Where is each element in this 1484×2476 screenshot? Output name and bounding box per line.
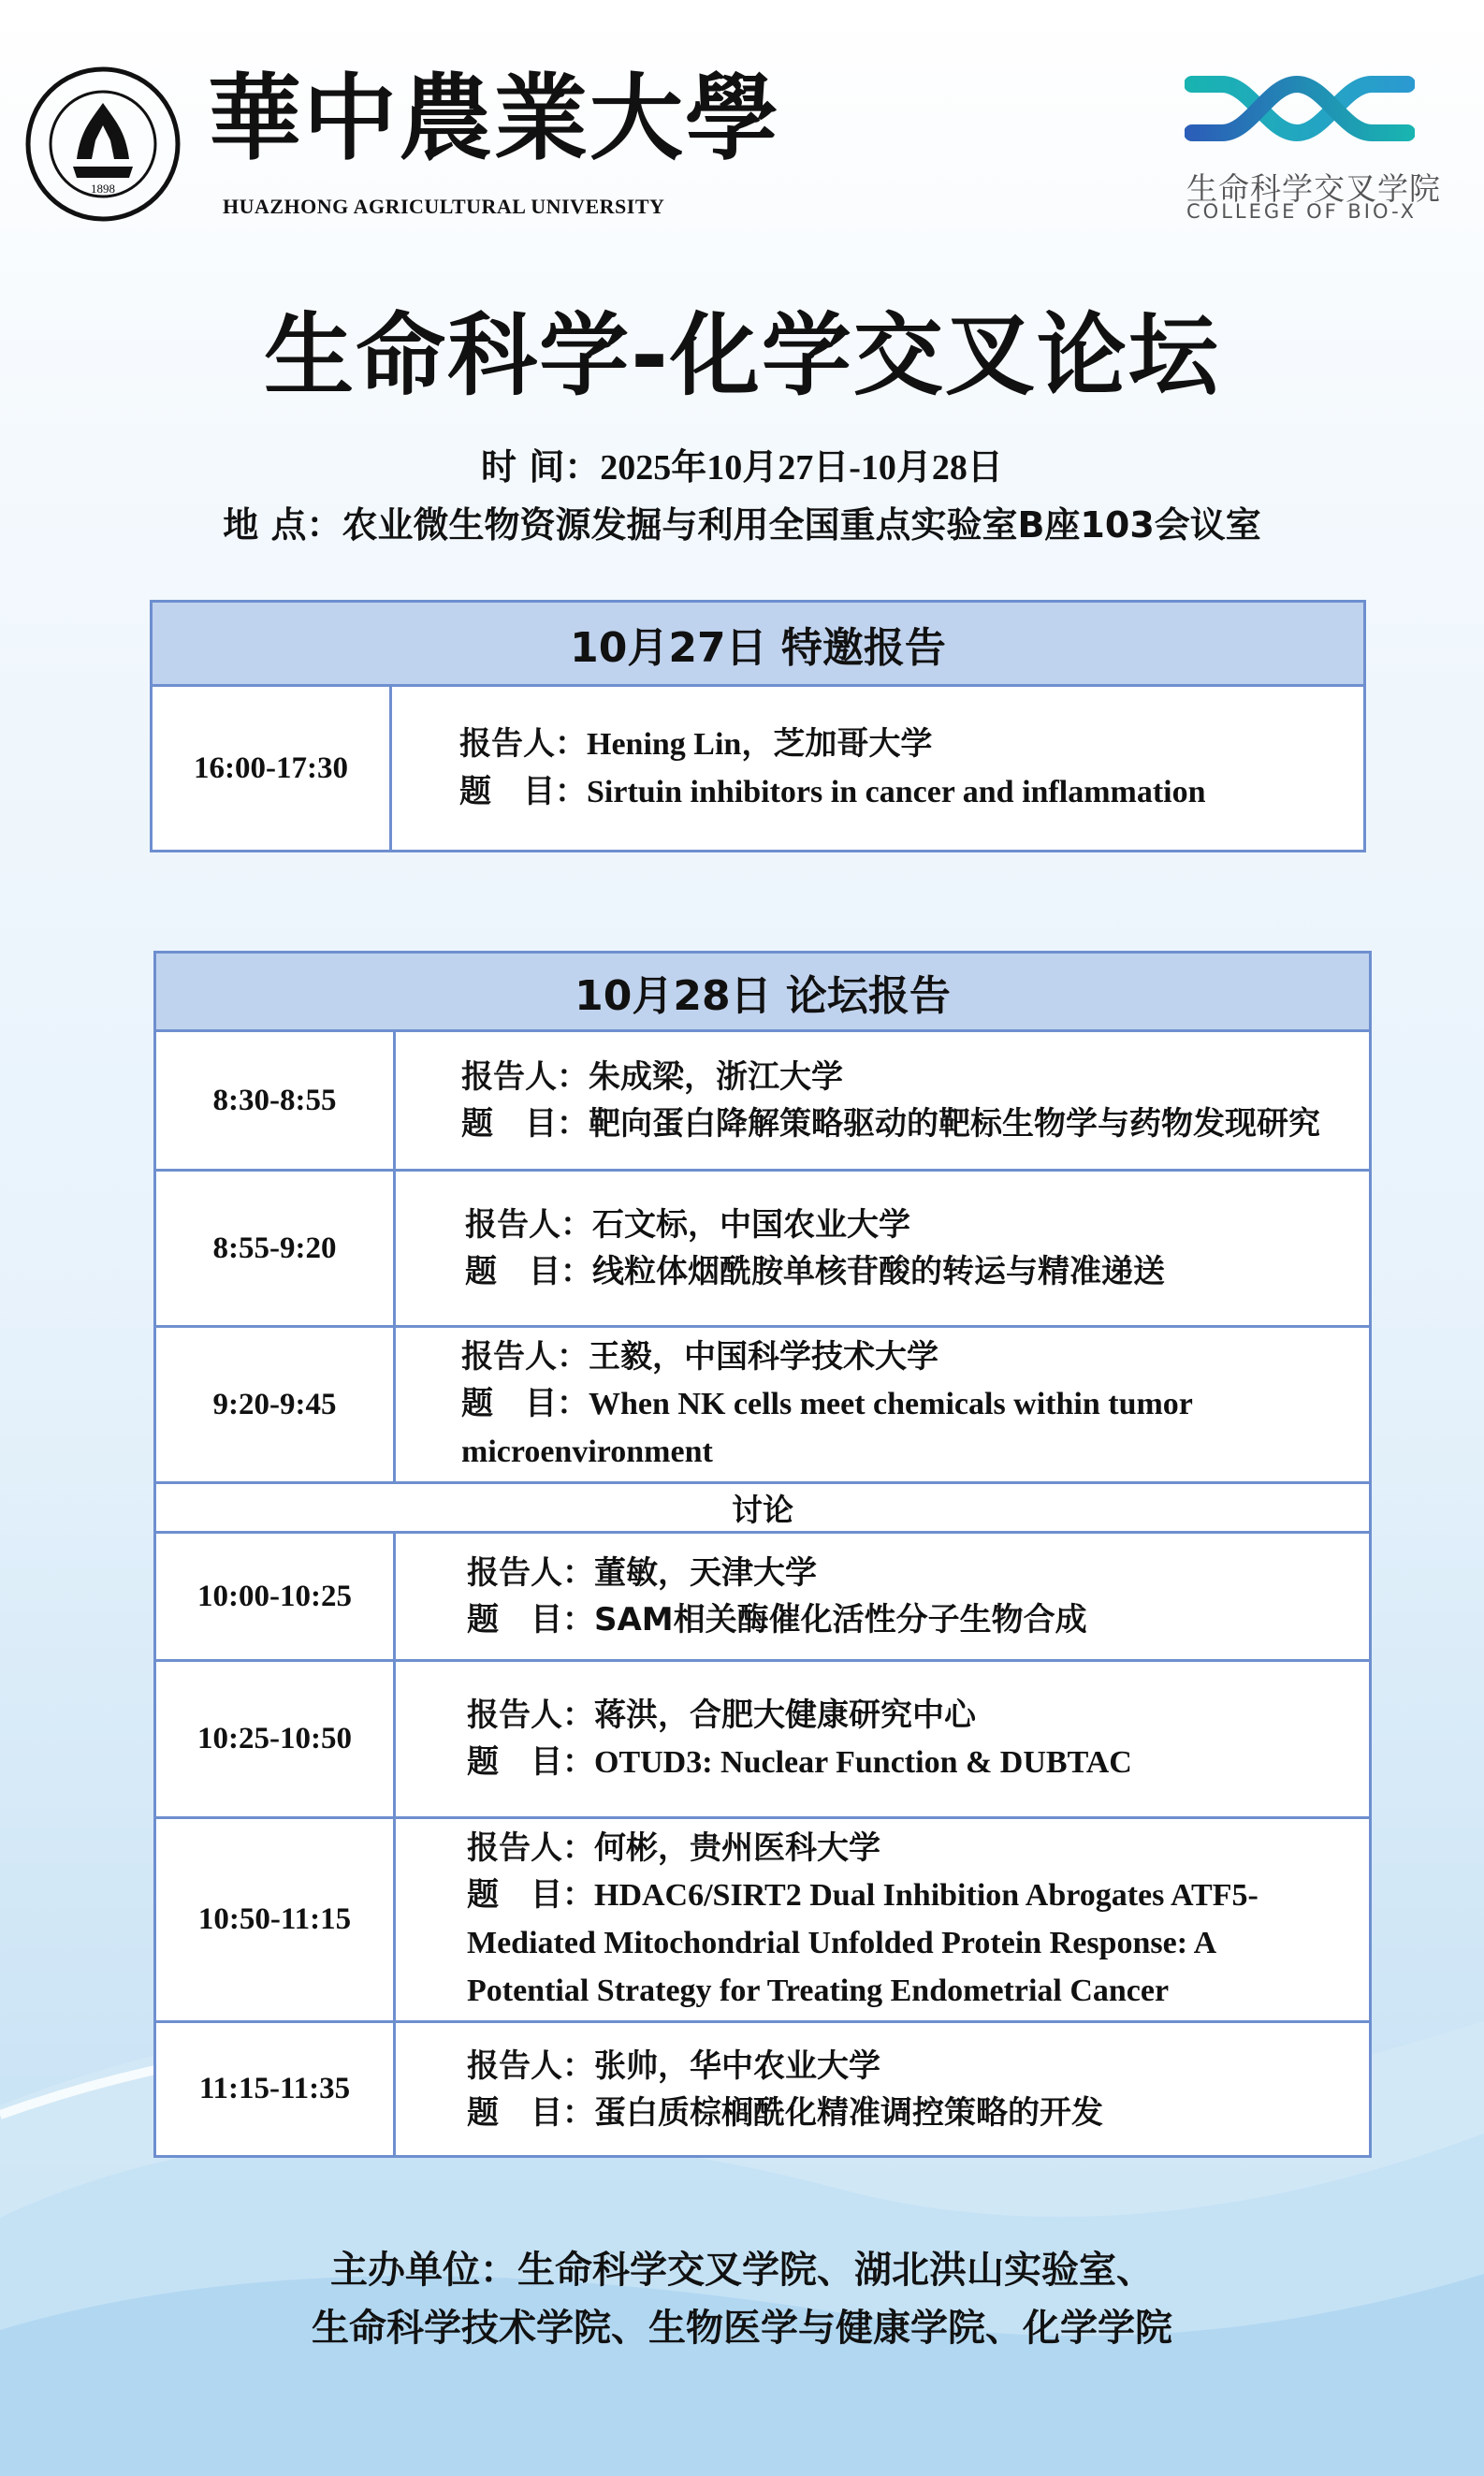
speaker-label: 报告人： xyxy=(459,725,587,763)
university-seal-logo xyxy=(24,66,182,223)
day2-schedule-table xyxy=(153,951,1372,2158)
table-row xyxy=(156,1662,1369,1819)
speaker-name: Hening Lin，芝加哥大学 xyxy=(587,727,933,762)
topic-text: Sirtuin inhibitors in cancer and inflammation xyxy=(587,775,1206,809)
session-info xyxy=(392,687,1363,850)
speaker-label: 报告人： xyxy=(467,1829,594,1867)
topic-label: 题 目： xyxy=(467,2093,594,2132)
session-info xyxy=(396,1328,1369,1481)
college-biox-logo xyxy=(1185,66,1415,152)
table-row xyxy=(156,1032,1369,1172)
speaker-name: 石文标，中国农业大学 xyxy=(592,1206,910,1244)
organizers-line-2: 生命科学技术学院、生物医学与健康学院、化学学院 xyxy=(312,2307,1172,2350)
speaker-label: 报告人： xyxy=(461,1338,589,1376)
time-label: 时 间： xyxy=(481,446,601,488)
speaker-name: 王毅，中国科学技术大学 xyxy=(589,1338,938,1376)
day1-schedule-table xyxy=(150,600,1366,852)
session-time: 16:00-17:30 xyxy=(153,687,392,850)
session-time: 11:15-11:35 xyxy=(156,2023,396,2155)
topic-label: 题 目： xyxy=(465,1253,592,1290)
event-place xyxy=(0,496,1484,547)
table-row xyxy=(156,1819,1369,2023)
speaker-name: 朱成梁，浙江大学 xyxy=(589,1058,843,1096)
table-row xyxy=(153,687,1363,850)
topic-text: SAM相关酶催化活性分子生物合成 xyxy=(594,1601,1087,1639)
place-value: 农业微生物资源发掘与利用全国重点实验室B座103会议室 xyxy=(342,504,1261,546)
session-time: 10:00-10:25 xyxy=(156,1534,396,1659)
place-label: 地 点： xyxy=(223,504,342,546)
speaker-name: 何彬，贵州医科大学 xyxy=(594,1829,880,1867)
table-row xyxy=(156,2023,1369,2155)
university-name-cn: 華中農業大學 xyxy=(208,63,780,173)
day1-header: 10月27日 特邀报告 xyxy=(153,603,1363,687)
speaker-name: 董敏，天津大学 xyxy=(594,1554,817,1592)
discussion-row: 讨论 xyxy=(156,1484,1369,1534)
college-name-en: COLLEGE OF BIO-X xyxy=(1186,200,1417,223)
speaker-name: 蒋洪，合肥大健康研究中心 xyxy=(594,1697,976,1734)
topic-label: 题 目： xyxy=(467,1876,594,1914)
session-info xyxy=(396,1172,1369,1325)
topic-text: HDAC6/SIRT2 Dual Inhibition Abrogates ATF5-Mediated Mitochondrial Unfolded Protein Response: A Potential Strategy for Treating Endometrial Cancer xyxy=(467,1878,1258,2008)
speaker-label: 报告人： xyxy=(467,2046,594,2085)
session-info xyxy=(396,1819,1369,2020)
speaker-label: 报告人： xyxy=(461,1058,589,1096)
topic-label: 题 目： xyxy=(467,1601,594,1639)
session-time: 8:55-9:20 xyxy=(156,1172,396,1325)
table-row xyxy=(156,1534,1369,1662)
time-value: 2025年10月27日-10月28日 xyxy=(600,448,1003,488)
organizers-line-1: 主办单位：生命科学交叉学院、湖北洪山实验室、 xyxy=(330,2249,1154,2292)
session-info xyxy=(396,2023,1369,2155)
speaker-label: 报告人： xyxy=(465,1206,592,1244)
topic-label: 题 目： xyxy=(461,1385,589,1422)
session-time: 10:25-10:50 xyxy=(156,1662,396,1816)
topic-label: 题 目： xyxy=(461,1105,589,1143)
forum-title: 生命科学-化学交叉论坛 xyxy=(264,303,1220,408)
session-time: 8:30-8:55 xyxy=(156,1032,396,1169)
topic-text: 线粒体烟酰胺单核苷酸的转运与精准递送 xyxy=(592,1253,1165,1290)
svg-text:1898: 1898 xyxy=(91,182,115,196)
speaker-name: 张帅，华中农业大学 xyxy=(594,2046,880,2085)
session-info xyxy=(396,1032,1369,1169)
college-name-cn: 生命科学交叉学院 xyxy=(1186,170,1441,207)
day2-header: 10月28日 论坛报告 xyxy=(156,954,1369,1032)
speaker-label: 报告人： xyxy=(467,1697,594,1734)
session-info xyxy=(396,1662,1369,1816)
topic-text: 靶向蛋白降解策略驱动的靶标生物学与药物发现研究 xyxy=(589,1105,1320,1143)
session-time: 10:50-11:15 xyxy=(156,1819,396,2020)
speaker-label: 报告人： xyxy=(467,1554,594,1592)
table-row xyxy=(156,1328,1369,1484)
session-info xyxy=(396,1534,1369,1659)
session-time: 9:20-9:45 xyxy=(156,1328,396,1481)
event-time xyxy=(0,438,1484,489)
topic-label: 题 目： xyxy=(459,773,587,810)
table-row xyxy=(156,1172,1369,1328)
university-name-en: HUAZHONG AGRICULTURAL UNIVERSITY xyxy=(223,195,665,218)
topic-text: 蛋白质棕榈酰化精准调控策略的开发 xyxy=(594,2093,1103,2132)
topic-text: When NK cells meet chemicals within tumor microenvironment xyxy=(461,1387,1193,1469)
topic-text: OTUD3: Nuclear Function & DUBTAC xyxy=(594,1745,1132,1780)
topic-label: 题 目： xyxy=(467,1743,594,1781)
